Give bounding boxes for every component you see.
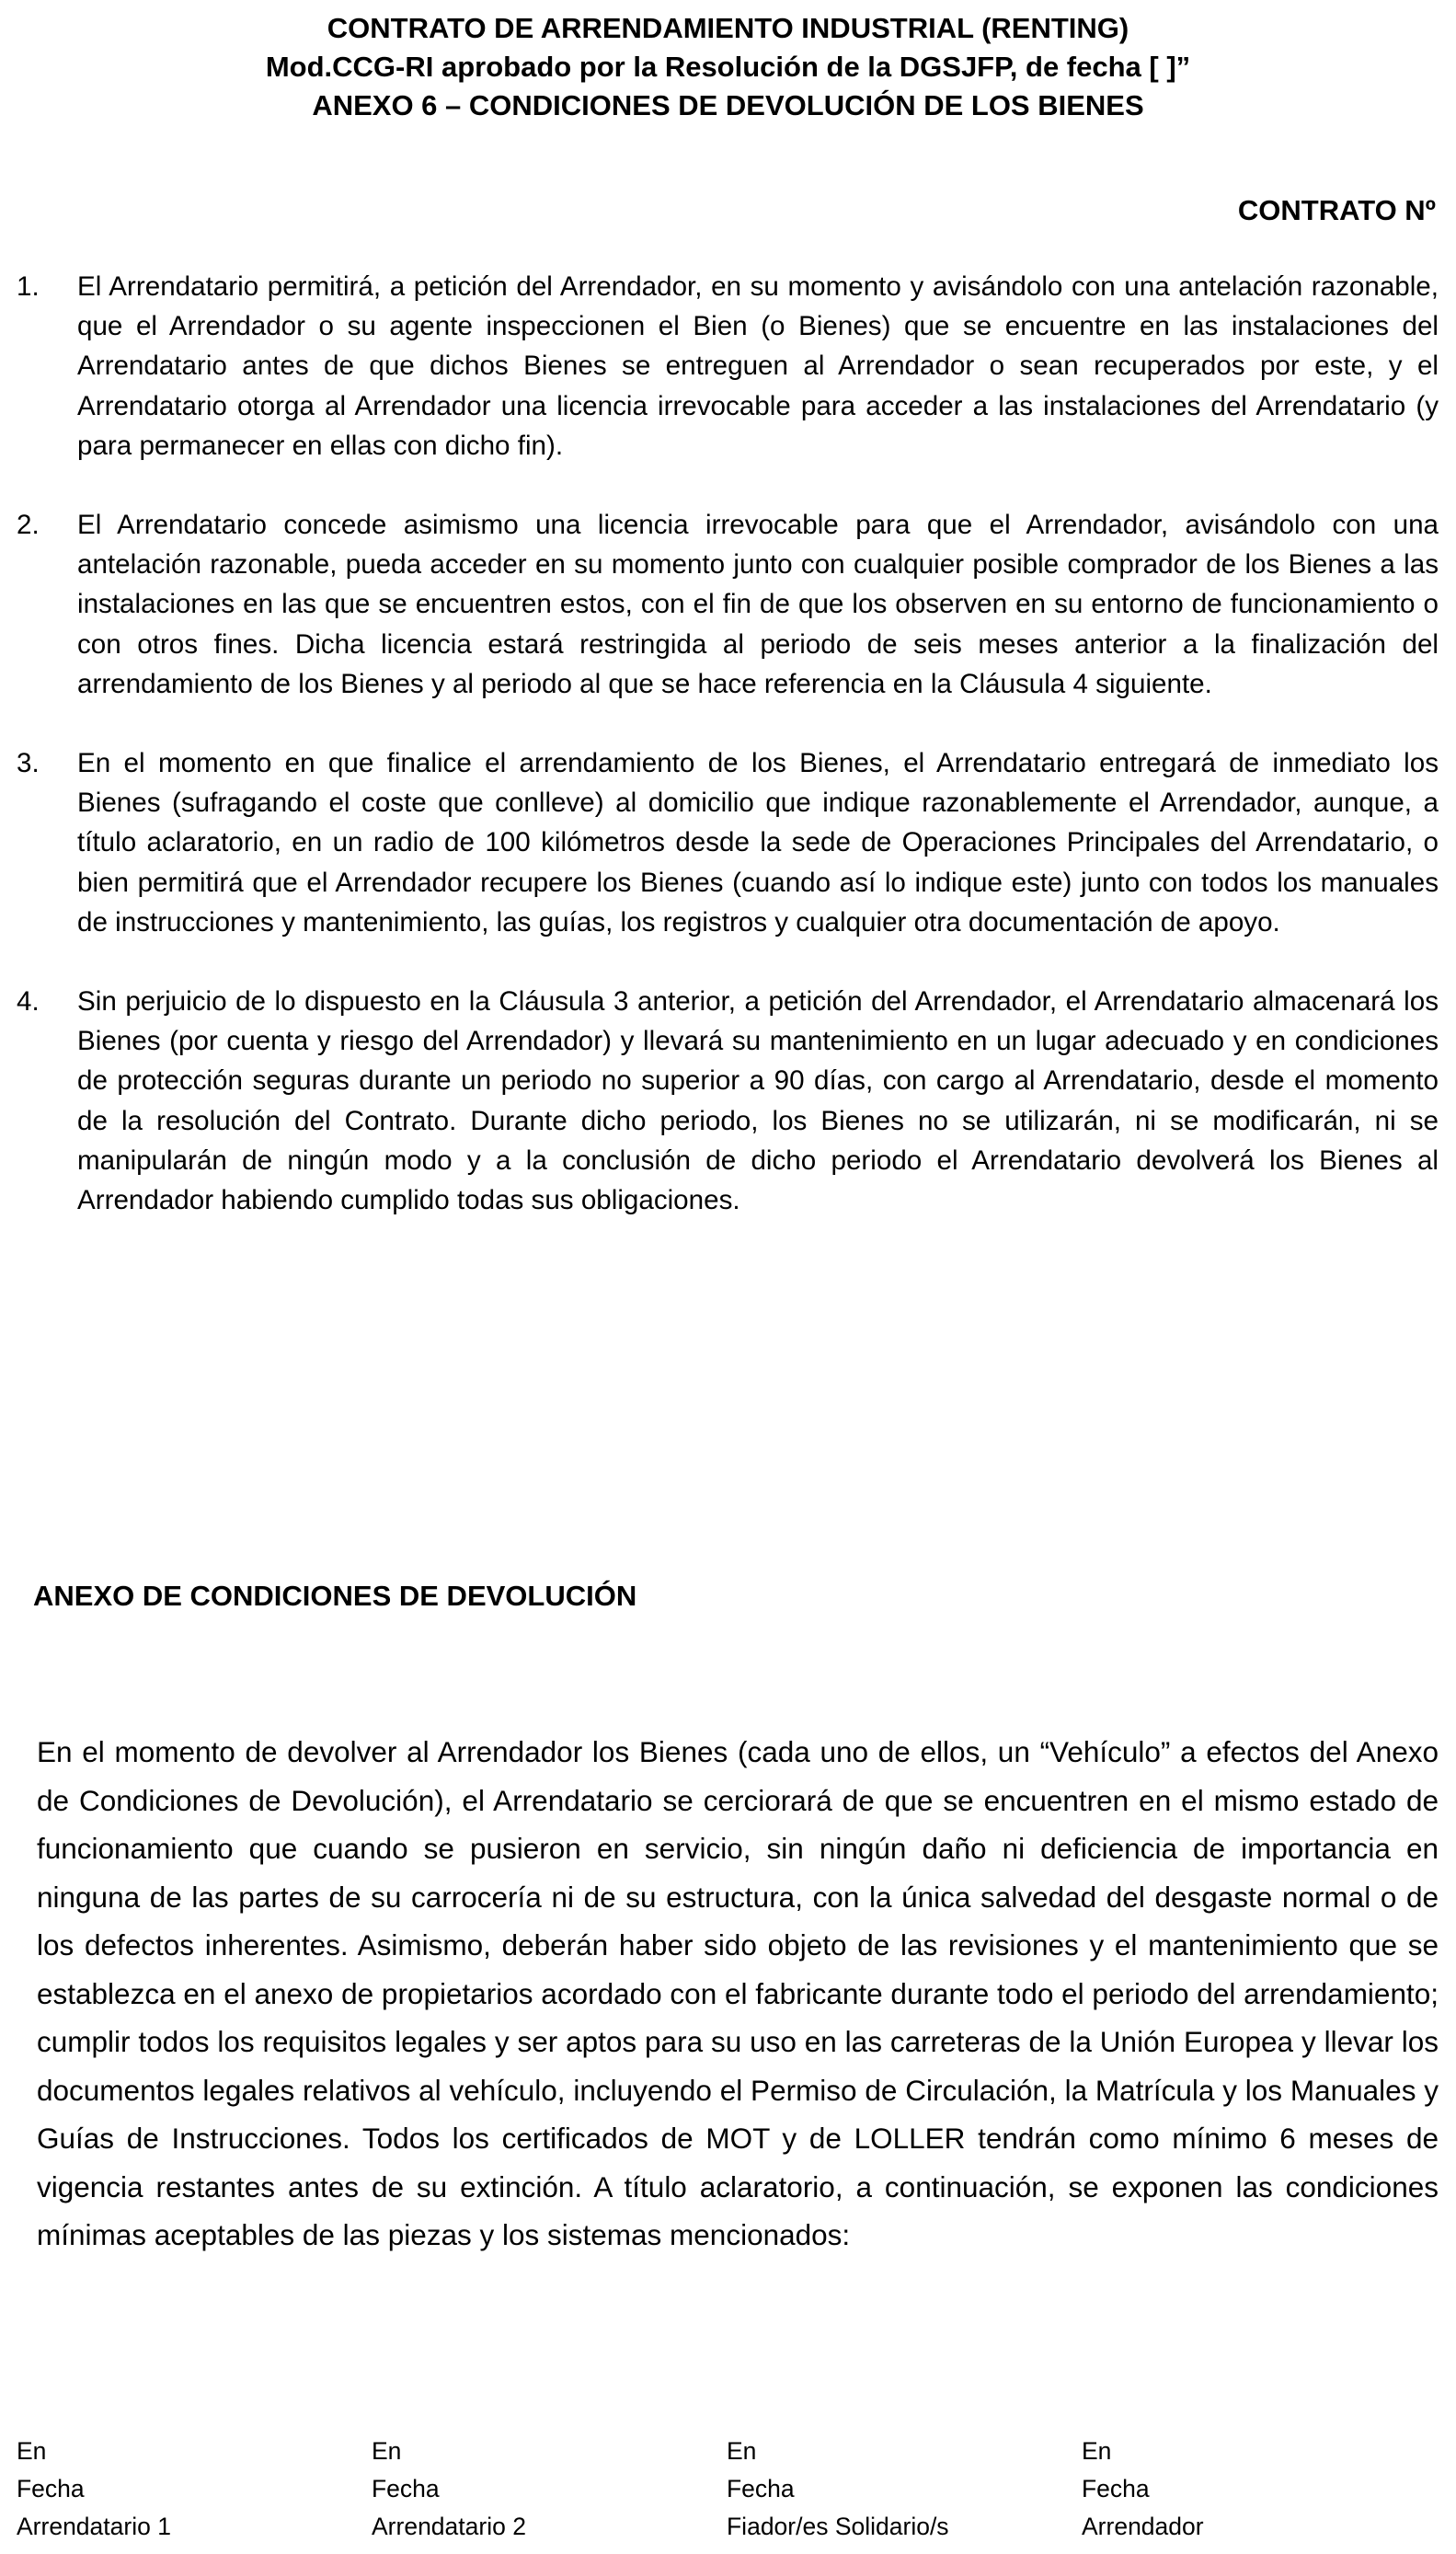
clause-number: 3. <box>17 748 40 779</box>
annex-body-text: En el momento de devolver al Arrendador los Bienes (cada uno de ellos, un “Vehículo” a efectos del Anexo de Condiciones de Devolución), el Arrendatario se cerciorará de que se encuentren en el mismo estado de funcionamiento que cuando se pusieron en servicio, sin ningún daño ni deficiencia de importancia en ninguna de las partes de su carrocería ni de su estructura, con la única salvedad del desgaste normal o de los defectos inherentes. Asimismo, deberán haber sido objeto de las revisiones y el mantenimiento que se establezca en el anexo de propietarios acordado con el fabricante durante todo el periodo del arrendamiento; cumplir todos los requisitos legales y ser aptos para su uso en las carreteras de la Unión Europea y llevar los documentos legales relativos al vehículo, incluyendo el Permiso de Circulación, la Matrícula y los Manuales y Guías de Instrucciones. Todos los certificados de MOT y de LOLLER tendrán como mínimo 6 meses de vigencia restantes antes de su extinción. A título aclaratorio, a continuación, se exponen las condiciones mínimas aceptables de las piezas y los sistemas mencionados: <box>37 1735 1439 2251</box>
signature-block <box>17 2433 1451 2546</box>
clause-item <box>0 267 1456 466</box>
contract-number-label: CONTRATO Nº <box>1237 194 1436 226</box>
clause-number: 1. <box>17 271 40 302</box>
clause-text: El Arrendatario permitirá, a petición del Arrendador, en su momento y avisándolo con una antelación razonable, que el Arrendador o su agente inspeccionen el Bien (o Bienes) que se encuentre en las instalaciones del Arrendatario antes de que dichos Bienes se entreguen al Arrendador o sean recuperados por este, y el Arrendatario otorga al Arrendador una licencia irrevocable para acceder a las instalaciones del Arrendatario (y para permanecer en ellas con dicho fin). <box>77 271 1439 461</box>
signature-column <box>727 2433 1082 2546</box>
signature-column <box>1082 2433 1437 2546</box>
header-title: CONTRATO DE ARRENDAMIENTO INDUSTRIAL (RENTING) <box>327 12 1129 44</box>
signature-place: En <box>17 2437 47 2465</box>
signature-party: Arrendatario 2 <box>372 2513 526 2540</box>
signature-date: Fecha <box>17 2475 85 2502</box>
signature-place: En <box>372 2437 402 2465</box>
clause-text: En el momento en que finalice el arrendamiento de los Bienes, el Arrendatario entregará de inmediato los Bienes (sufragando el coste que conlleve) al domicilio que indique razonablemente el Arrendador, aunque, a título aclaratorio, en un radio de 100 kilómetros desde la sede de Operaciones Principales del Arrendatario, o bien permitirá que el Arrendador recupere los Bienes (cuando así lo indique este) junto con todos los manuales de instrucciones y mantenimiento, las guías, los registros y cualquier otra documentación de apoyo. <box>77 748 1439 938</box>
document-header <box>0 9 1456 125</box>
clause-text: El Arrendatario concede asimismo una licencia irrevocable para que el Arrendador, avisándolo con una antelación razonable, pueda acceder en su momento junto con cualquier posible comprador de los Bienes a las instalaciones en las que se encuentren estos, con el fin de que los observen en su entorno de funcionamiento o con otros fines. Dicha licencia estará restringida al periodo de seis meses anterior a la finalización del arrendamiento de los Bienes y al periodo al que se hace referencia en la Cláusula 4 siguiente. <box>77 510 1439 699</box>
header-model-reference: Mod.CCG-RI aprobado por la Resolución de la DGSJFP, de fecha [ ]” <box>265 51 1191 83</box>
clause-item <box>0 505 1456 704</box>
signature-date: Fecha <box>1082 2475 1150 2502</box>
signature-column <box>17 2433 372 2546</box>
signature-party: Arrendatario 1 <box>17 2513 171 2540</box>
signature-place: En <box>1082 2437 1112 2465</box>
clause-item <box>0 982 1456 1220</box>
clause-number: 2. <box>17 510 40 541</box>
clause-item <box>0 743 1456 942</box>
signature-party: Arrendador <box>1082 2513 1204 2540</box>
signature-place: En <box>727 2437 757 2465</box>
signature-date: Fecha <box>727 2475 795 2502</box>
signature-column <box>372 2433 727 2546</box>
header-annex-title: ANEXO 6 – CONDICIONES DE DEVOLUCIÓN DE LOS BIENES <box>312 89 1144 121</box>
clause-list <box>0 267 1456 1260</box>
signature-party: Fiador/es Solidario/s <box>727 2513 949 2540</box>
clause-text: Sin perjuicio de lo dispuesto en la Cláusula 3 anterior, a petición del Arrendador, el Arrendatario almacenará los Bienes (por cuenta y riesgo del Arrendador) y llevará su mantenimiento en un lugar adecuado y en condiciones de protección seguras durante un periodo no superior a 90 días, con cargo al Arrendatario, desde el momento de la resolución del Contrato. Durante dicho periodo, los Bienes no se utilizarán, ni se modificarán, ni se manipularán de ningún modo y a la conclusión de dicho periodo el Arrendatario devolverá los Bienes al Arrendador habiendo cumplido todas sus obligaciones. <box>77 986 1439 1216</box>
clause-number: 4. <box>17 986 40 1018</box>
annex-title: ANEXO DE CONDICIONES DE DEVOLUCIÓN <box>33 1580 637 1612</box>
signature-date: Fecha <box>372 2475 440 2502</box>
